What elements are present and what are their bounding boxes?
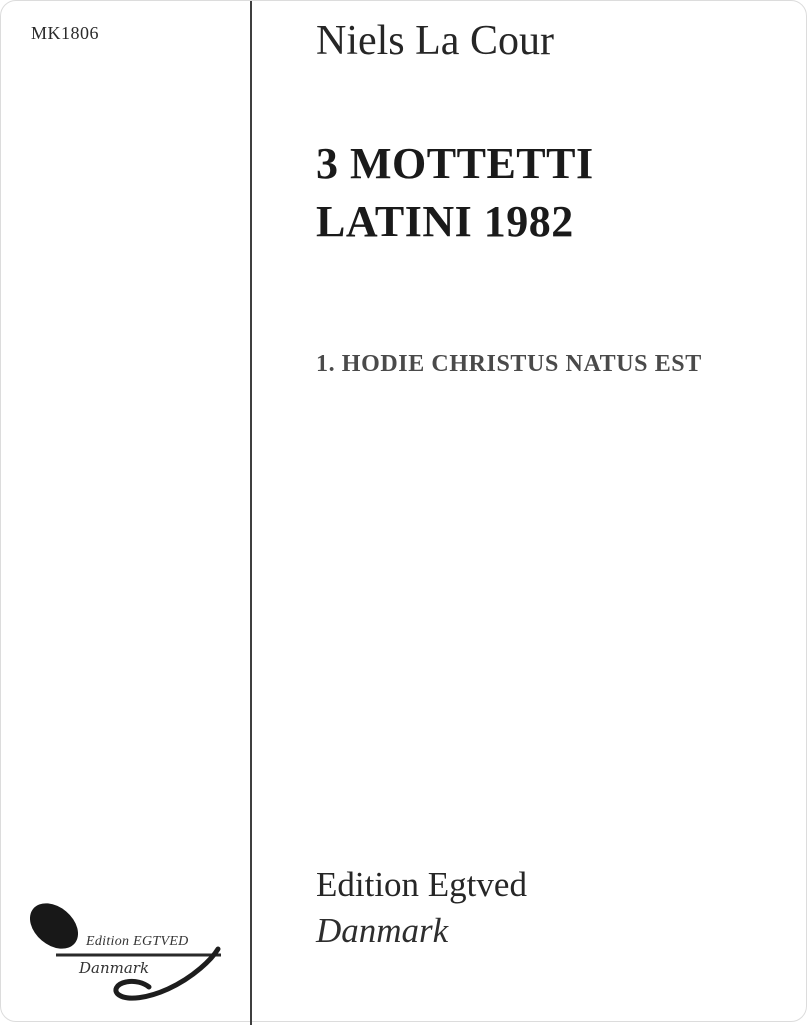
column-divider-rule <box>250 1 252 1025</box>
catalog-number: MK1806 <box>31 23 100 43</box>
work-title-line2: LATINI 1982 <box>316 197 574 246</box>
logo-text-bottom: Danmark <box>79 959 150 977</box>
logo-text-top: Edition EGTVED <box>86 934 189 949</box>
publisher-name: Edition Egtved <box>316 865 527 904</box>
publisher-logo <box>16 889 246 1014</box>
work-title <box>316 135 594 251</box>
publisher-country: Danmark <box>316 911 449 950</box>
movement-subtitle: 1. HODIE CHRISTUS NATUS EST <box>316 351 702 377</box>
music-note-head-icon <box>21 894 87 958</box>
work-title-line1: 3 MOTTETTI <box>316 139 594 188</box>
composer-name: Niels La Cour <box>316 18 554 64</box>
